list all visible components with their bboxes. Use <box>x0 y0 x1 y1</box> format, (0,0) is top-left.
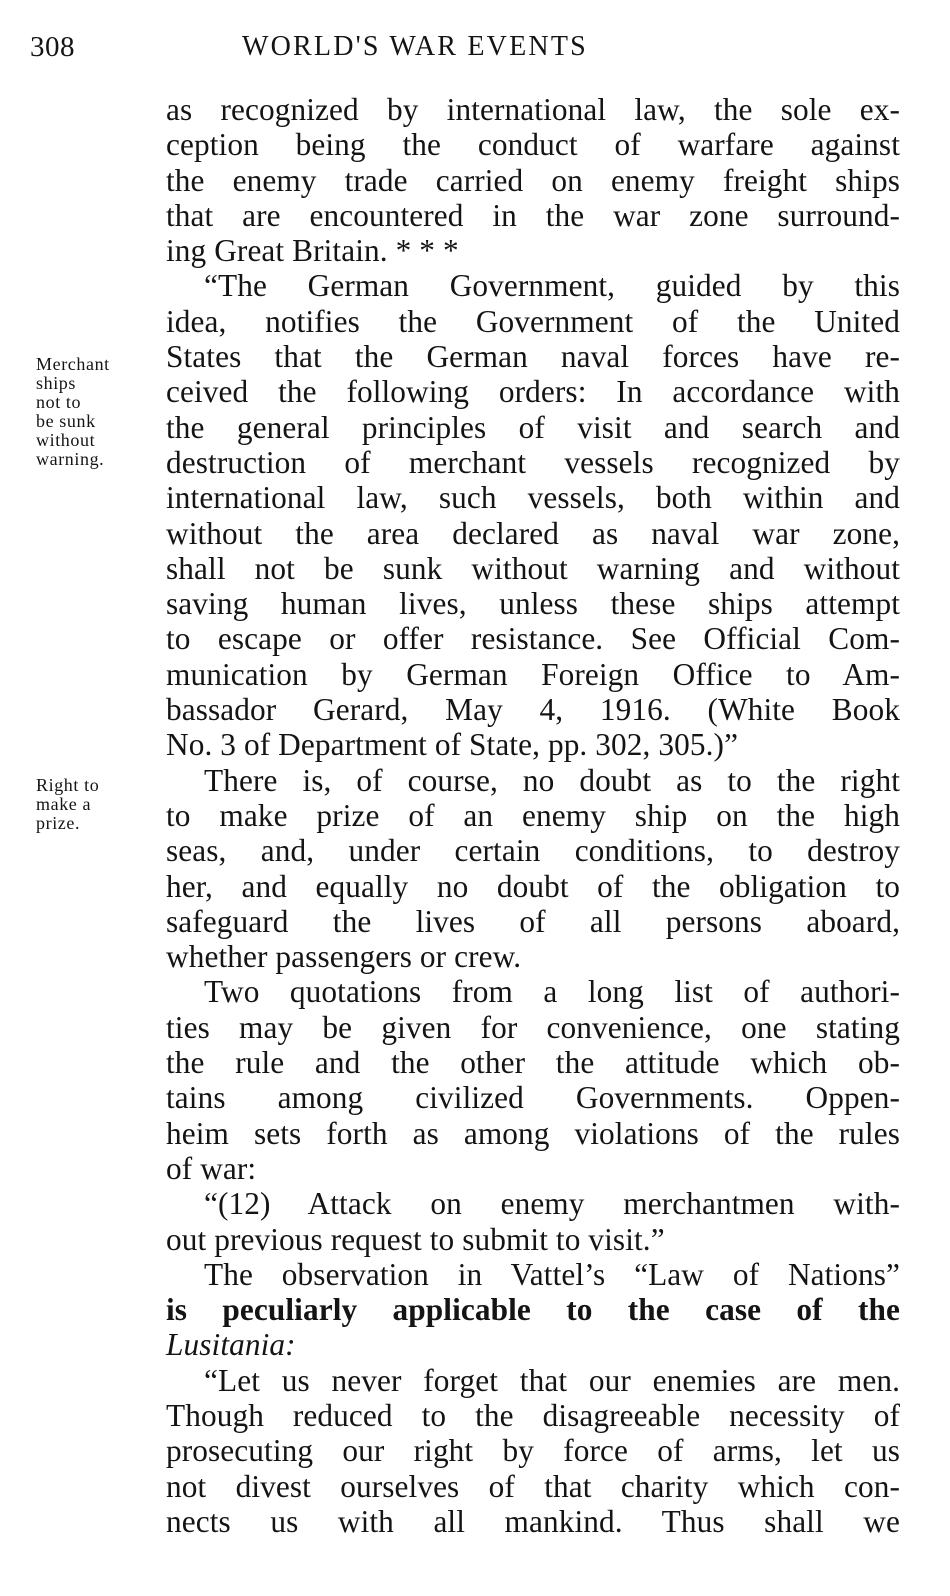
text-line: Though reduced to the disagreeable necessity of <box>166 1397 900 1433</box>
text-line: idea, notifies the Government of the United <box>166 303 900 339</box>
text-line: munication by German Foreign Office to Am- <box>166 656 900 692</box>
text-line: heim sets forth as among violations of the rules <box>166 1115 900 1151</box>
text-line: “(12) Attack on enemy merchantmen with- <box>204 1186 900 1222</box>
text-line: No. 3 of Department of State, pp. 302, 305.)” <box>166 727 739 763</box>
text-line: Two quotations from a long list of authori- <box>204 974 900 1010</box>
text-line: tains among civilized Governments. Oppen- <box>166 1080 900 1116</box>
running-head: WORLD'S WAR EVENTS <box>242 31 588 62</box>
text-line: international law, such vessels, both within and <box>166 480 900 516</box>
text-line: her, and equally no doubt of the obligation to <box>166 868 900 904</box>
margin-note-merchant-ships <box>36 355 154 469</box>
page-number: 308 <box>30 31 75 63</box>
text-line: shall not be sunk without warning and without <box>166 550 900 586</box>
text-line: States that the German naval forces have re- <box>166 339 900 375</box>
text-line: There is, of course, no doubt as to the right <box>204 762 900 798</box>
text-line: that are encountered in the war zone surround- <box>166 197 900 233</box>
text-line: destruction of merchant vessels recognized by <box>166 444 900 480</box>
text-line: “Let us never forget that our enemies are men. <box>204 1362 900 1398</box>
margin-note-line: Right to <box>36 775 100 795</box>
text-line: to escape or offer resistance. See Official Com- <box>166 621 900 657</box>
body-text <box>166 92 900 1539</box>
margin-note-line: ships <box>36 373 77 393</box>
text-line-italic: Lusitania: <box>166 1327 296 1363</box>
text-line: bassador Gerard, May 4, 1916. (White Book <box>166 692 900 728</box>
text-line: the enemy trade carried on enemy freight ships <box>166 162 900 198</box>
text-line: “The German Government, guided by this <box>204 268 900 304</box>
text-line: The observation in Vattel’s “Law of Nations” <box>204 1256 900 1292</box>
text-line: saving human lives, unless these ships attempt <box>166 586 900 622</box>
margin-note-line: be sunk <box>36 411 96 431</box>
margin-note-line: make a <box>36 794 92 814</box>
margin-note-line: prize. <box>36 813 81 833</box>
text-line: seas, and, under certain conditions, to destroy <box>166 833 900 869</box>
text-line: safeguard the lives of all persons aboard, <box>166 903 900 939</box>
text-line: without the area declared as naval war zone, <box>166 515 900 551</box>
text-line: prosecuting our right by force of arms, let us <box>166 1433 900 1469</box>
text-line: ceived the following orders: In accordance with <box>166 374 900 410</box>
text-line: as recognized by international law, the sole ex- <box>166 92 900 127</box>
margin-note-line: not to <box>36 392 82 412</box>
text-line: whether passengers or crew. <box>166 939 522 975</box>
text-line: is peculiarly applicable to the case of the <box>166 1292 900 1328</box>
text-line: out previous request to submit to visit.” <box>166 1221 665 1257</box>
text-line: nects us with all mankind. Thus shall we <box>166 1503 900 1539</box>
text-line: of war: <box>166 1150 257 1186</box>
text-line: ing Great Britain. * * * <box>166 233 459 269</box>
text-line: not divest ourselves of that charity which con- <box>166 1468 900 1504</box>
text-line: the general principles of visit and search and <box>166 409 900 445</box>
margin-note-line: without <box>36 430 96 450</box>
margin-note-line: warning. <box>36 449 105 469</box>
text-line: the rule and the other the attitude which ob- <box>166 1045 900 1081</box>
text-line: ception being the conduct of warfare against <box>166 127 900 163</box>
text-line: ties may be given for convenience, one stating <box>166 1009 900 1045</box>
margin-note-line: Merchant <box>36 354 110 374</box>
margin-note-right-to-prize <box>36 776 154 833</box>
text-line: to make prize of an enemy ship on the high <box>166 797 900 833</box>
